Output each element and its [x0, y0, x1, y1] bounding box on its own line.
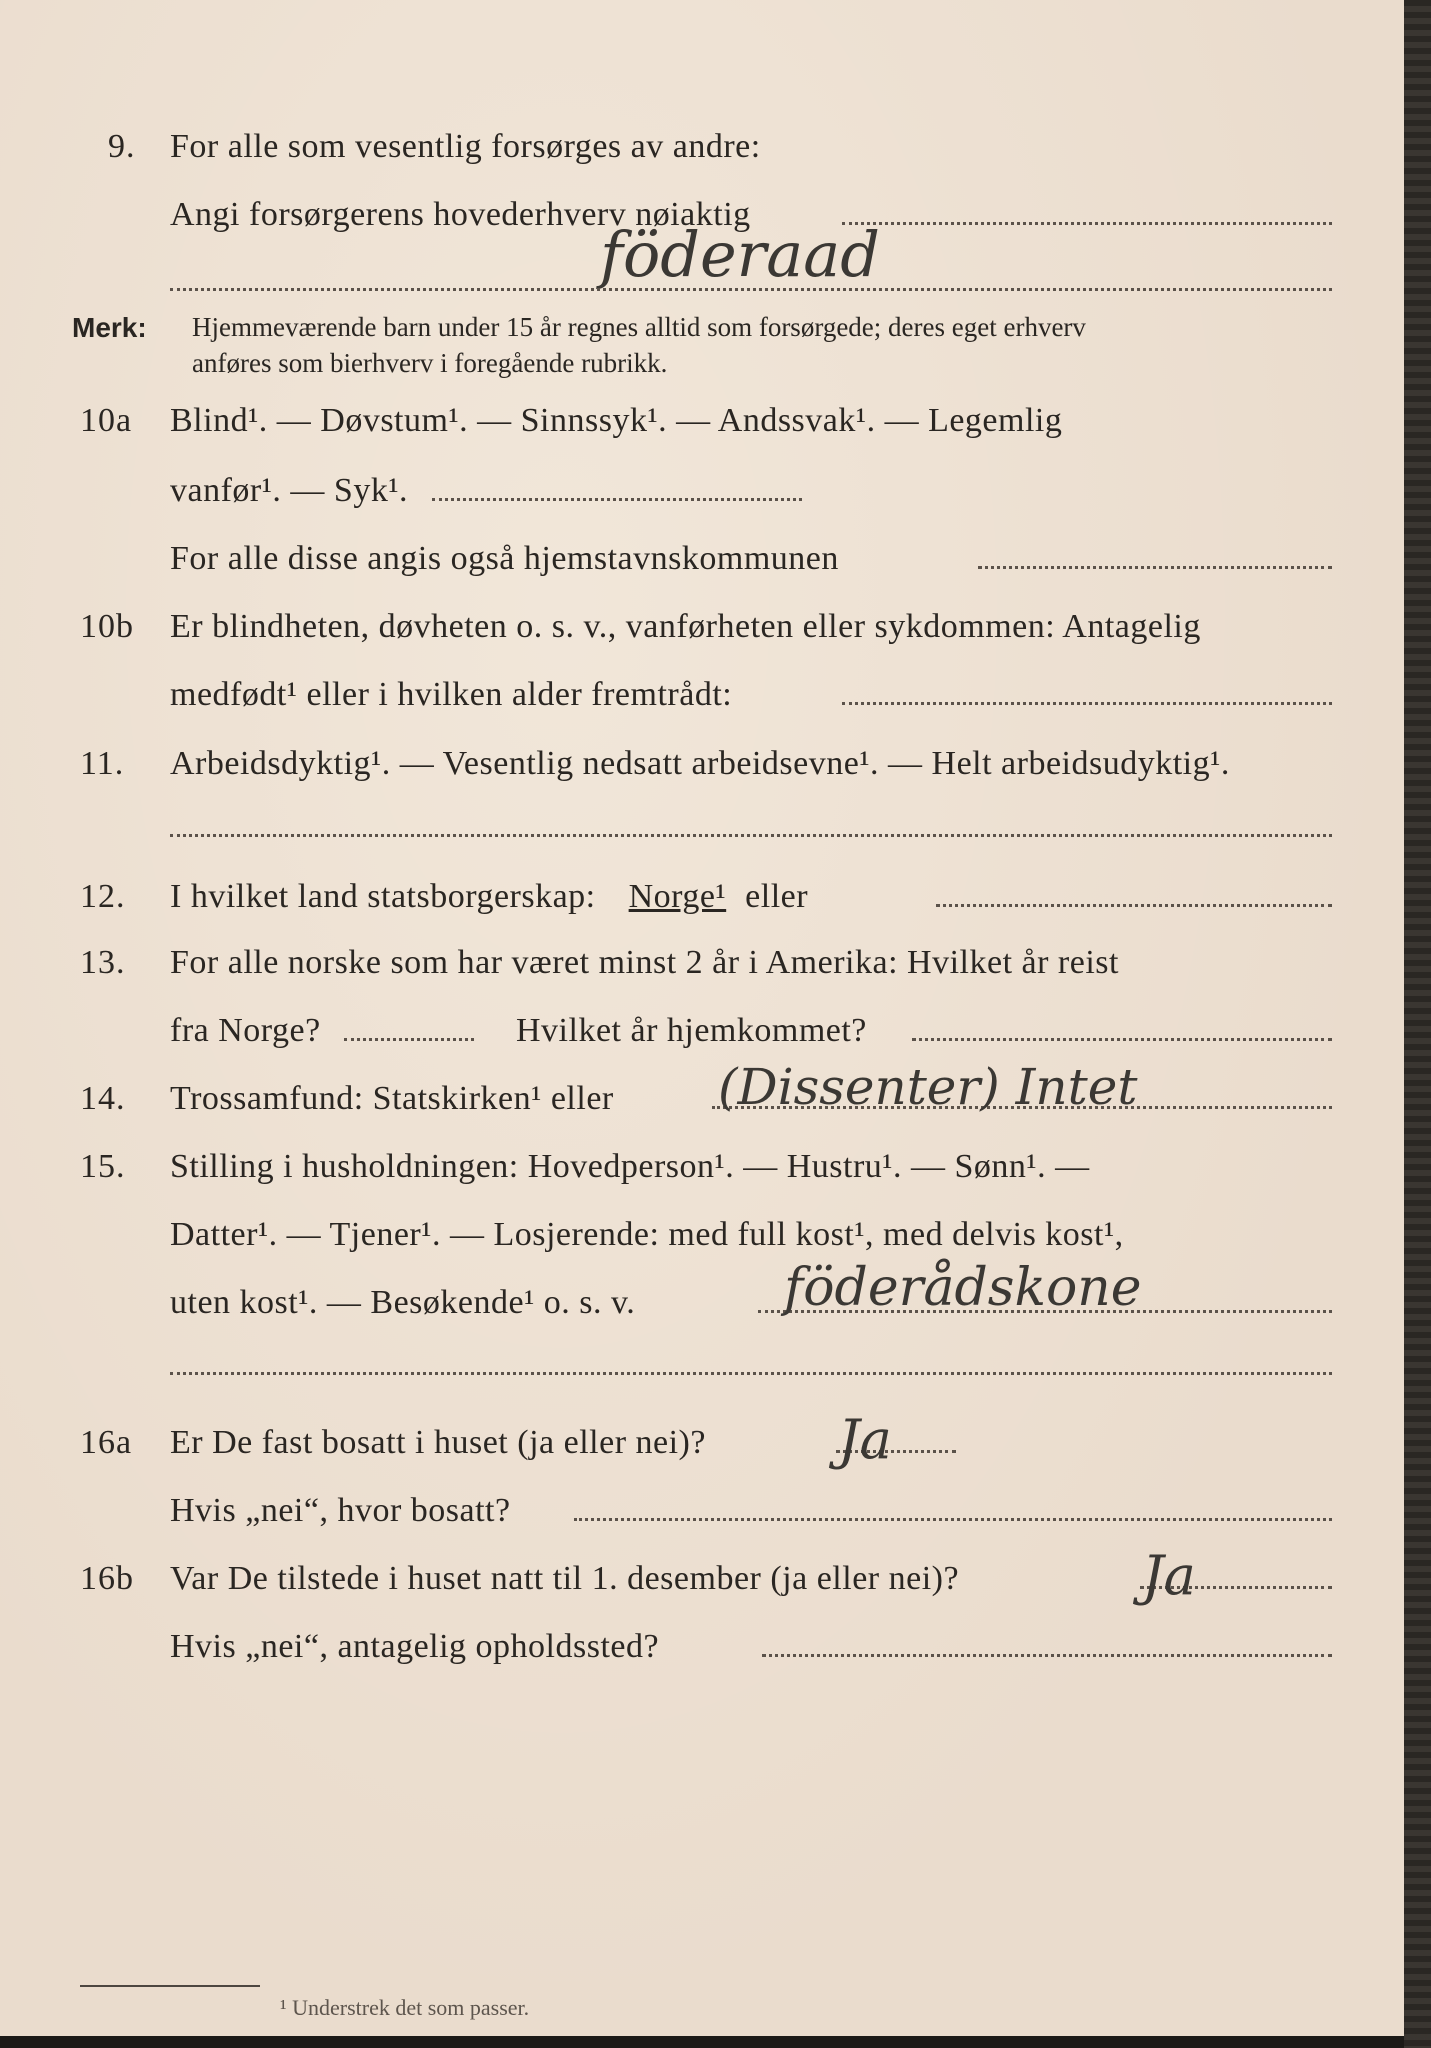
- q10a-line3: For alle disse angis også hjemstavnskommunen: [170, 540, 839, 577]
- merk-line2: anføres som bierhverv i foregående rubrikk.: [192, 348, 668, 378]
- q9-dotted-line-2: [170, 288, 1332, 291]
- q13-line2b: Hvilket år hjemkommet?: [516, 1012, 867, 1049]
- q10a-dotted-line-2: [978, 566, 1332, 569]
- binding-edge: [1404, 0, 1431, 2048]
- q16a-number: 16a: [80, 1424, 133, 1461]
- q11-dotted-line: [170, 834, 1332, 837]
- q12-norge-underlined: Norge¹: [628, 878, 727, 915]
- q14-line1: Trossamfund: Statskirken¹ eller: [170, 1080, 614, 1117]
- q12-dotted-line: [936, 904, 1332, 907]
- q9-line2: Angi forsørgerens hovederhverv nøiaktig: [170, 196, 751, 233]
- q10a-number: 10a: [80, 402, 133, 439]
- q16a-dotted-line-2: [574, 1518, 1332, 1521]
- q16a-handwritten-answer: Ja: [838, 1408, 892, 1471]
- q13-dotted-line-2: [912, 1038, 1332, 1041]
- q16b-line1: Var De tilstede i huset natt til 1. desember (ja eller nei)?: [170, 1560, 960, 1597]
- q12-pre: I hvilket land statsborgerskap:: [170, 878, 596, 915]
- merk-label: Merk:: [72, 312, 147, 343]
- q9-dotted-line-1: [842, 222, 1332, 225]
- q11-number: 11.: [80, 745, 125, 782]
- merk-line1: Hjemmeværende barn under 15 år regnes alltid som forsørgede; deres eget erhverv: [192, 312, 1086, 342]
- q11-line1: Arbeidsdyktig¹. — Vesentlig nedsatt arbeidsevne¹. — Helt arbeidsudyktig¹.: [170, 745, 1230, 782]
- q12-text: [170, 878, 808, 916]
- q15-line2: Datter¹. — Tjener¹. — Losjerende: med full kost¹, med delvis kost¹,: [170, 1216, 1124, 1253]
- q13-line2a: fra Norge?: [170, 1012, 321, 1049]
- q15-handwritten-answer: föderådskone: [784, 1258, 1142, 1318]
- q9-line1: For alle som vesentlig forsørges av andre:: [170, 128, 761, 165]
- q15-line1: Stilling i husholdningen: Hovedperson¹. — Hustru¹. — Sønn¹. —: [170, 1148, 1090, 1185]
- q16b-dotted-line-2: [762, 1654, 1332, 1657]
- q13-number: 13.: [80, 944, 126, 981]
- q9-handwritten-answer: föderaad: [600, 218, 880, 291]
- q15-line3: uten kost¹. — Besøkende¹ o. s. v.: [170, 1284, 636, 1321]
- q13-dotted-line-1: [344, 1038, 474, 1041]
- q10b-line1: Er blindheten, døvheten o. s. v., vanførheten eller sykdommen: Antagelig: [170, 608, 1201, 645]
- q15-dotted-line-2: [170, 1372, 1332, 1375]
- q16b-line2: Hvis „nei“, antagelig opholdssted?: [170, 1628, 660, 1665]
- q15-number: 15.: [80, 1148, 126, 1185]
- footnote-rule: [80, 1985, 260, 1987]
- q10b-dotted-line: [842, 702, 1332, 705]
- q10b-line2: medfødt¹ eller i hvilken alder fremtrådt:: [170, 676, 733, 713]
- q16b-number: 16b: [80, 1560, 134, 1597]
- q10a-line2: vanfør¹. — Syk¹.: [170, 472, 409, 509]
- q13-line1: For alle norske som har været minst 2 år i Amerika: Hvilket år reist: [170, 944, 1119, 981]
- q12-number: 12.: [80, 878, 126, 915]
- q9-number: 9.: [108, 128, 136, 165]
- footnote-text: ¹ Understrek det som passer.: [280, 1995, 530, 2020]
- q12-post: eller: [745, 878, 809, 915]
- q16a-line2: Hvis „nei“, hvor bosatt?: [170, 1492, 511, 1529]
- q16a-line1: Er De fast bosatt i huset (ja eller nei)?: [170, 1424, 706, 1461]
- q10a-line1: Blind¹. — Døvstum¹. — Sinnssyk¹. — Andssvak¹. — Legemlig: [170, 402, 1063, 439]
- q14-number: 14.: [80, 1080, 126, 1117]
- q10b-number: 10b: [80, 608, 134, 645]
- q14-handwritten-answer: (Dissenter) Intet: [718, 1058, 1138, 1116]
- q10a-dotted-line-1: [432, 498, 802, 501]
- q16b-handwritten-answer: Ja: [1142, 1544, 1196, 1607]
